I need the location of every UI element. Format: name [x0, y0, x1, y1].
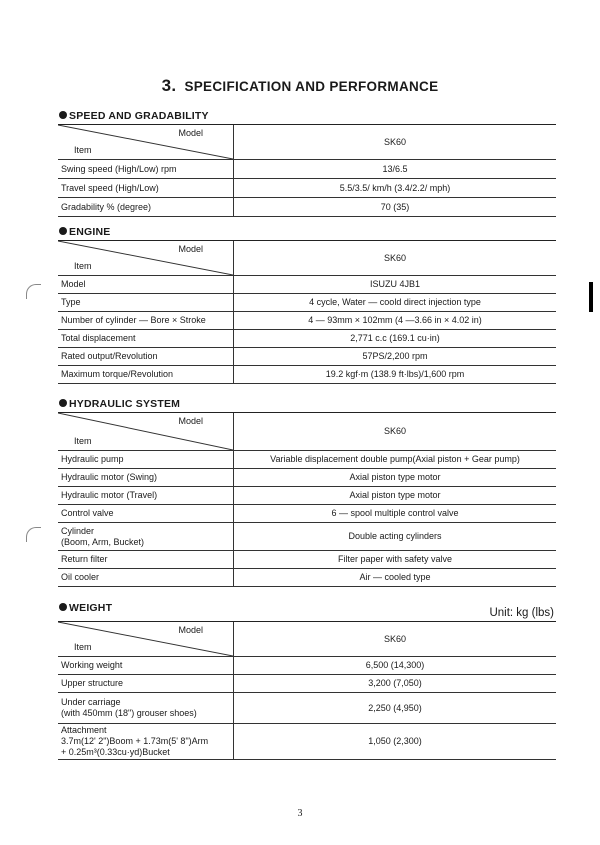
header-model-label: Model	[178, 416, 203, 426]
page-title-text: SPECIFICATION AND PERFORMANCE	[184, 79, 439, 94]
section-title-hydraulic: HYDRAULIC SYSTEM	[59, 398, 180, 410]
table-row	[58, 330, 556, 348]
row-value: ISUZU 4JB1	[234, 276, 557, 294]
row-value: 6 — spool multiple control valve	[234, 505, 557, 523]
row-label: Model	[58, 276, 234, 294]
row-label: Hydraulic motor (Travel)	[58, 487, 234, 505]
unit-label: Unit: kg (lbs)	[489, 607, 554, 619]
scan-mark	[26, 284, 41, 299]
table-row	[58, 366, 556, 384]
row-label: Hydraulic motor (Swing)	[58, 469, 234, 487]
row-value: 2,250 (4,950)	[234, 693, 557, 724]
row-label: Upper structure	[58, 675, 234, 693]
row-label: Return filter	[58, 551, 234, 569]
header-model-label: Model	[178, 128, 203, 138]
page-number: 3	[297, 808, 303, 819]
row-value: 70 (35)	[234, 198, 557, 217]
table-row	[58, 160, 556, 179]
row-label: Gradability % (degree)	[58, 198, 234, 217]
header-model-label: Model	[178, 244, 203, 254]
table-row	[58, 523, 556, 551]
row-value: Filter paper with safety valve	[234, 551, 557, 569]
weight-table	[58, 621, 556, 760]
table-header-cell	[58, 622, 234, 657]
table-header-cell	[58, 241, 234, 276]
table-row	[58, 693, 556, 724]
header-item-label: Item	[74, 436, 92, 447]
table-row	[58, 312, 556, 330]
row-label: Hydraulic pump	[58, 451, 234, 469]
row-value: 5.5/3.5/ km/h (3.4/2.2/ mph)	[234, 179, 557, 198]
row-label: Maximum torque/Revolution	[58, 366, 234, 384]
row-value: 2,771 c.c (169.1 cu·in)	[234, 330, 557, 348]
row-label: Working weight	[58, 657, 234, 675]
row-value: 1,050 (2,300)	[234, 724, 557, 760]
scan-mark	[26, 527, 41, 542]
row-label: Rated output/Revolution	[58, 348, 234, 366]
header-item-label: Item	[74, 145, 92, 156]
section-title-weight: WEIGHT	[59, 602, 112, 614]
table-row	[58, 487, 556, 505]
bullet-dot-icon	[59, 603, 67, 611]
table-row	[58, 569, 556, 587]
row-value: 19.2 kgf·m (138.9 ft·lbs)/1,600 rpm	[234, 366, 557, 384]
row-label: Oil cooler	[58, 569, 234, 587]
row-value: 4 — 93mm × 102mm (4 —3.66 in × 4.02 in)	[234, 312, 557, 330]
row-label: Cylinder (Boom, Arm, Bucket)	[58, 523, 234, 551]
row-value: 13/6.5	[234, 160, 557, 179]
table-row	[58, 505, 556, 523]
table-row	[58, 724, 556, 760]
bullet-dot-icon	[59, 227, 67, 235]
margin-bar	[589, 282, 593, 312]
row-label: Number of cylinder — Bore × Stroke	[58, 312, 234, 330]
row-value: Variable displacement double pump(Axial piston + Gear pump)	[234, 451, 557, 469]
row-value: Axial piston type motor	[234, 469, 557, 487]
row-value: 57PS/2,200 rpm	[234, 348, 557, 366]
page-title	[0, 76, 600, 96]
table-row	[58, 198, 556, 217]
table-header-cell	[58, 125, 234, 160]
row-label: Type	[58, 294, 234, 312]
row-value: 3,200 (7,050)	[234, 675, 557, 693]
engine-table	[58, 240, 556, 384]
row-value: Axial piston type motor	[234, 487, 557, 505]
header-item-label: Item	[74, 261, 92, 272]
bullet-dot-icon	[59, 399, 67, 407]
table-row	[58, 294, 556, 312]
speed-table	[58, 124, 556, 217]
row-label: Total displacement	[58, 330, 234, 348]
section-title-engine: ENGINE	[59, 226, 110, 238]
row-label: Swing speed (High/Low) rpm	[58, 160, 234, 179]
page-title-number: 3.	[161, 76, 177, 95]
row-value: Double acting cylinders	[234, 523, 557, 551]
row-value: 4 cycle, Water — coold direct injection type	[234, 294, 557, 312]
table-row	[58, 179, 556, 198]
header-model-value: SK60	[234, 241, 557, 276]
table-row	[58, 657, 556, 675]
header-model-value: SK60	[234, 125, 557, 160]
row-label: Attachment 3.7m(12' 2")Boom + 1.73m(5' 8")Arm + 0.25m³(0.33cu·yd)Bucket	[58, 724, 234, 760]
table-header-cell	[58, 413, 234, 451]
row-label: Under carriage (with 450mm (18") grouser shoes)	[58, 693, 234, 724]
row-label: Travel speed (High/Low)	[58, 179, 234, 198]
header-model-label: Model	[178, 625, 203, 635]
header-model-value: SK60	[234, 413, 557, 451]
table-row	[58, 551, 556, 569]
row-value: Air — cooled type	[234, 569, 557, 587]
table-row	[58, 276, 556, 294]
table-row	[58, 675, 556, 693]
table-row	[58, 451, 556, 469]
table-row	[58, 348, 556, 366]
section-title-speed: SPEED AND GRADABILITY	[59, 110, 209, 122]
row-label: Control valve	[58, 505, 234, 523]
header-model-value: SK60	[234, 622, 557, 657]
header-item-label: Item	[74, 642, 92, 653]
table-row	[58, 469, 556, 487]
hydraulic-table	[58, 412, 556, 587]
bullet-dot-icon	[59, 111, 67, 119]
row-value: 6,500 (14,300)	[234, 657, 557, 675]
